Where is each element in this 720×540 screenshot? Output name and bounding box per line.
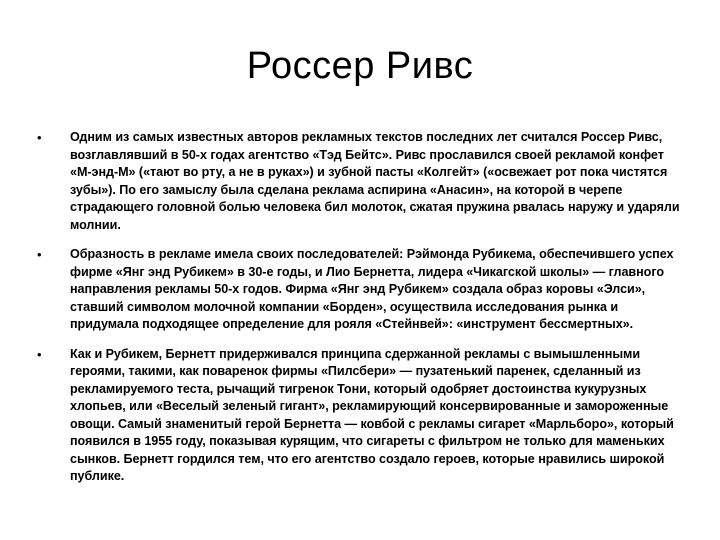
bullet-icon: • — [37, 130, 42, 145]
slide-title: Россер Ривс — [246, 45, 474, 87]
bullet-text: Как и Рубикем, Бернетт придерживался принципа сдержанной рекламы с вымышленными героями, такими, как поваренок фирмы «Пилсбери» — пузатенький паренек, сделанный из рекламируемого теста, рычащий тигренок Тони, который одобряет достоинства кукурузных хлопьев, или «Веселый зеленый гигант», рекламирующий консервированные и замороженные овощи. Самый знаменитый герой Бернетта — ковбой с рекламы сигарет «Марльборо», который появился в 1955 году, показывая курящим, что сигареты с фильтром не только для маменьких сынков. Бернетт гордился тем, что его агентство создало героев, которые нравились широкой публике. — [70, 346, 674, 483]
bullet-item-burnett — [0, 346, 720, 486]
bullet-text: Образность в рекламе имела своих последователей: Рэймонда Рубикема, обеспечившего успех фирме «Янг энд Рубикем» в 30-е годы, и Лио Бернетта, лидера «Чикагской школы» — главного направления рекламы 50-х годов. Фирма «Янг энд Рубикем» создала образ коровы «Элси», ставший символом молочной компании «Борден», осуществила исследования рынка и придумала подходящее определение для рояля «Стейнвей»: «инструмент бессмертных». — [70, 247, 674, 331]
bullet-icon: • — [37, 247, 42, 262]
bullet-item-rubicam — [0, 246, 720, 334]
bullet-icon: • — [37, 346, 42, 362]
bullet-list — [0, 129, 720, 498]
bullet-item-reeves — [0, 129, 720, 234]
bullet-text: Одним из самых известных авторов рекламных текстов последних лет считался Россер Ривс, возглавлявший в 50-х годах агентство «Тэд Бейтс». Ривс прославился своей рекламой конфет «М-энд-М» («тают во рту, а не в руках») и зубной пасты «Колгейт» («освежает рот пока чистятся зубы»). По его замыслу была сделана реклама аспирина «Анасин», на которой в черепе страдающего головной болью человека бил молоток, сжатая пружина рвалась наружу и ударяли молнии. — [70, 130, 680, 232]
